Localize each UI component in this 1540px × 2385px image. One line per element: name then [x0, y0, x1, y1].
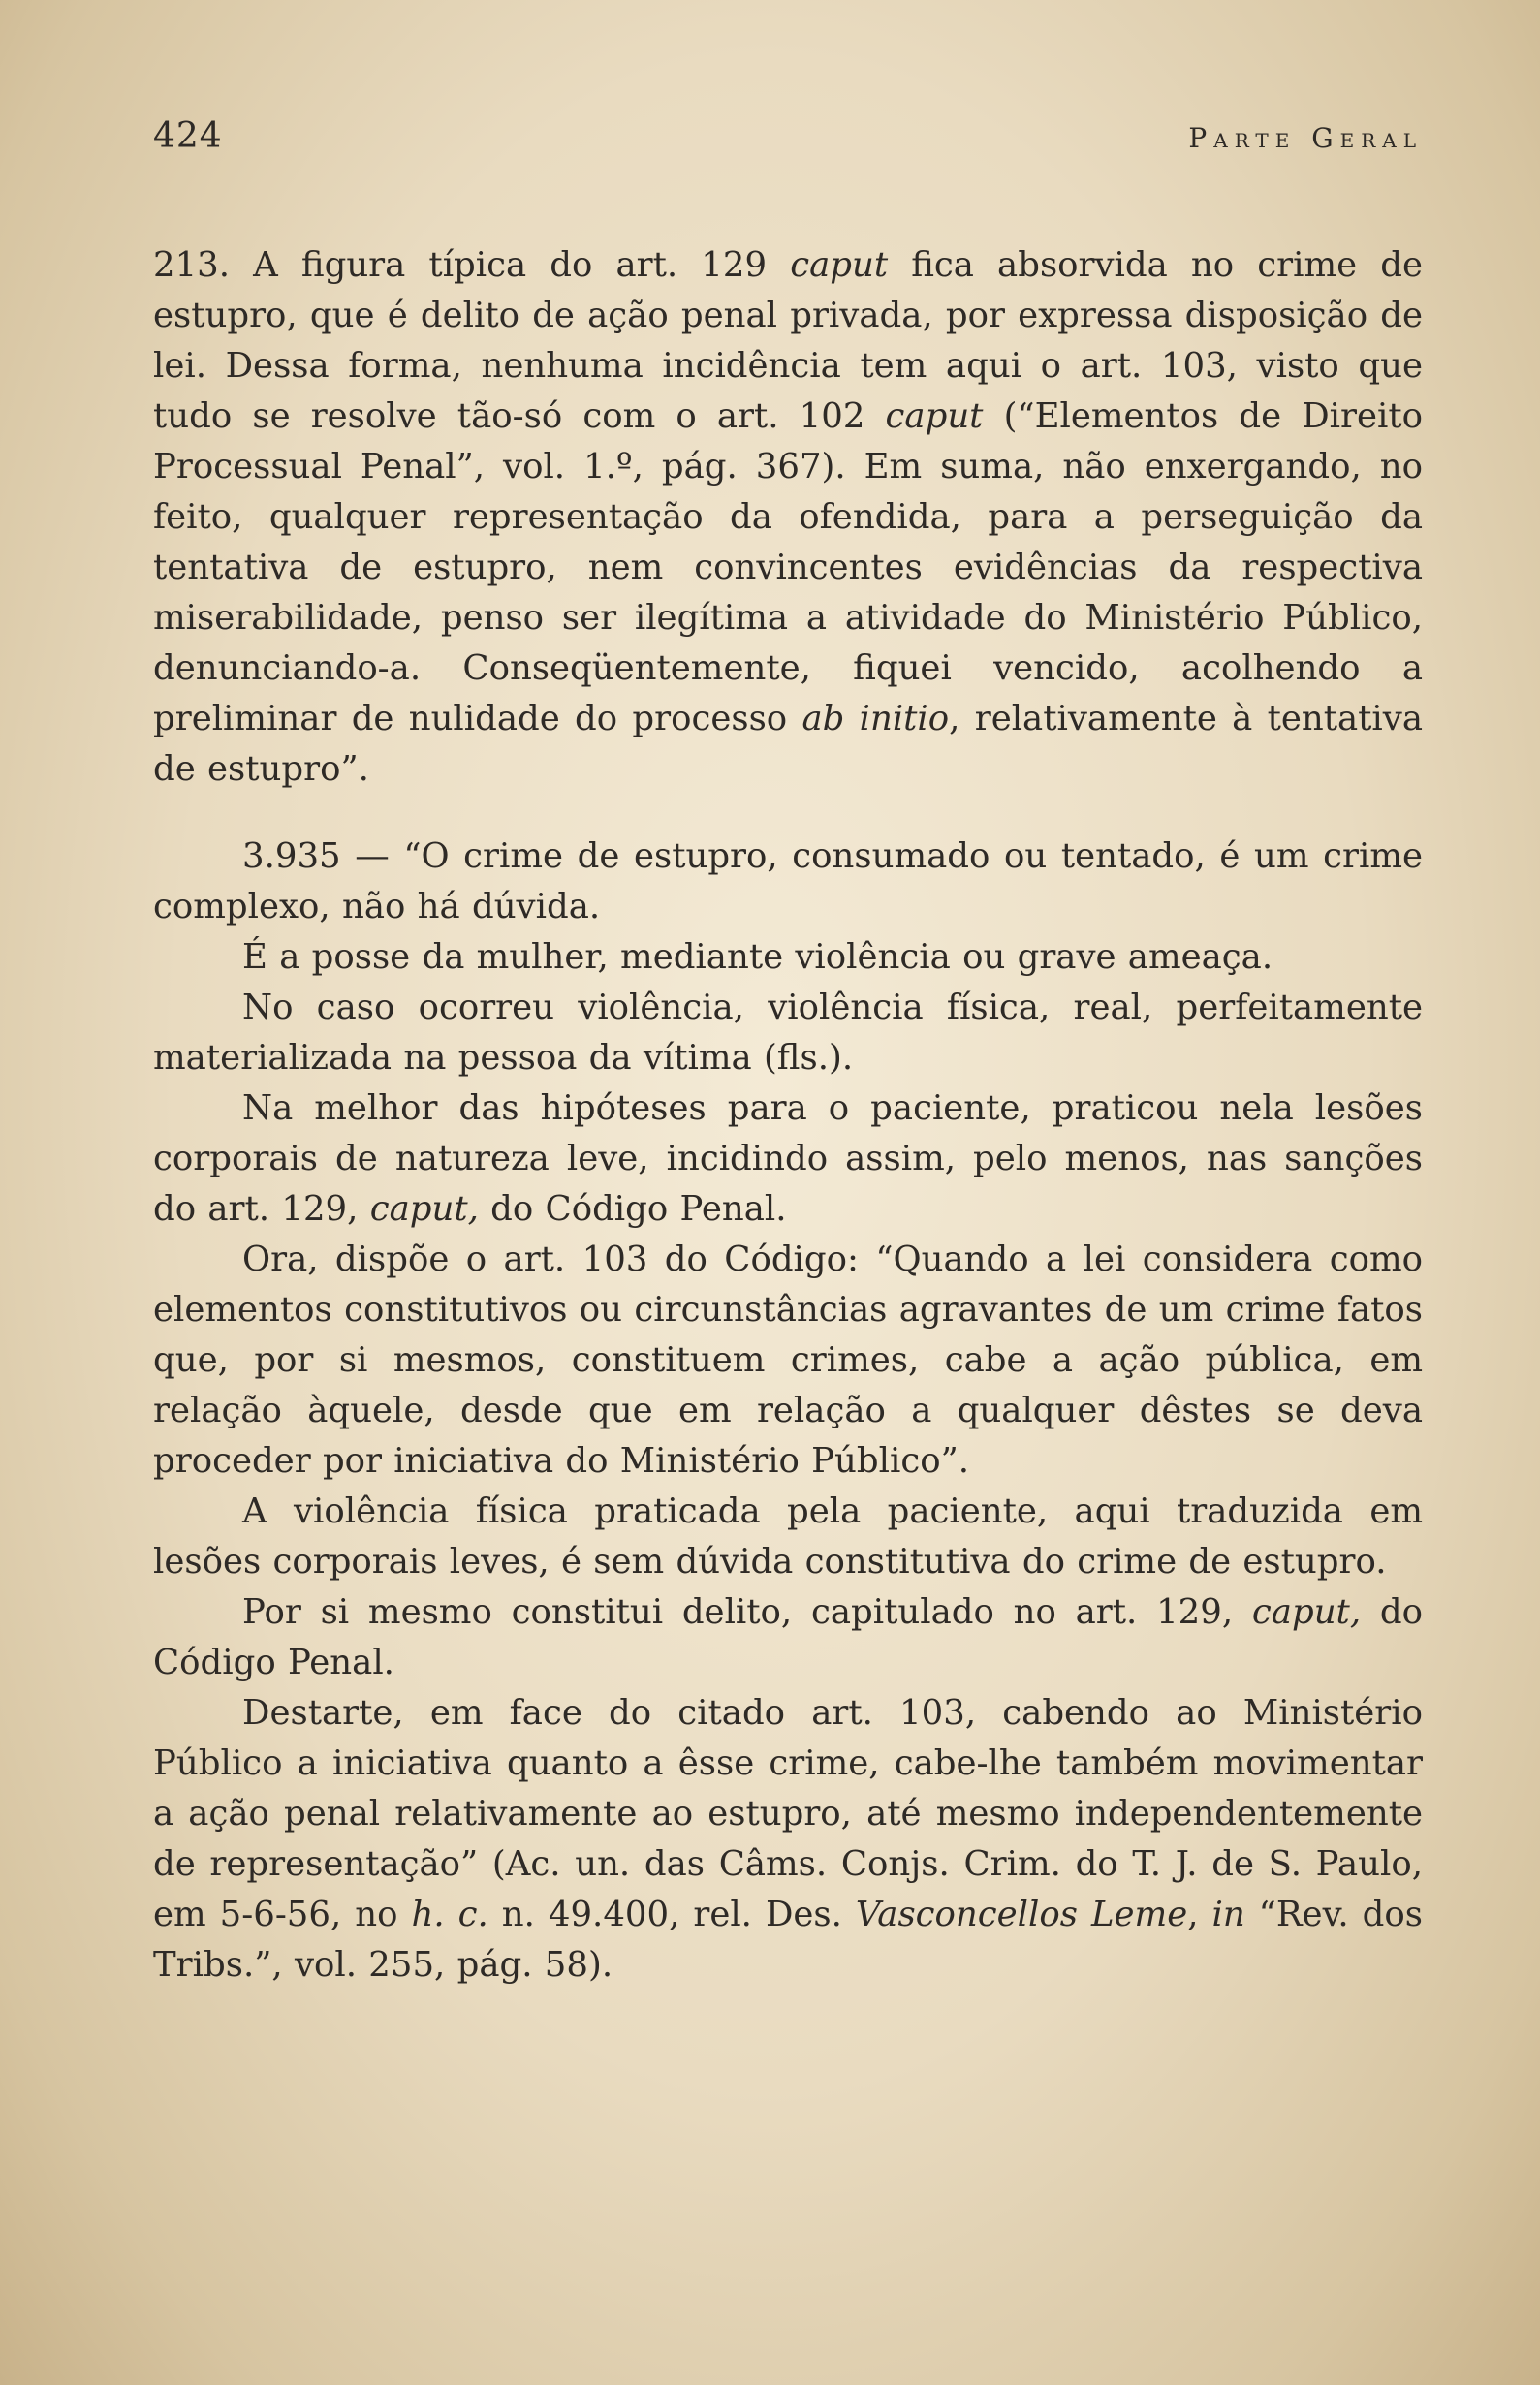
text-run: “Rev. dos Tribs.”, vol. 255, pág. 58). — [153, 1895, 1423, 1985]
text-run: No caso ocorreu violência, violência física, real, perfeitamente materializada na pessoa da vítima (fls.). — [153, 988, 1423, 1078]
text-run: É a posse da mulher, mediante violência ou grave ameaça. — [242, 937, 1273, 977]
paragraph-p7 — [153, 1487, 1423, 1587]
text-run: 3.935 — “O crime de estupro, consumado ou tentado, é um crime complexo, não há dúvida. — [153, 836, 1423, 926]
italic-text: h. c. — [411, 1895, 488, 1934]
text-run: n. 49.400, rel. Des. — [487, 1895, 856, 1934]
text-run: Ora, dispõe o art. 103 do Código: “Quando a lei considera como elementos constitutivos ou circunstâncias agravantes de um crime fatos que, por si mesmos, constituem crimes, cabe a ação pública, em relação àquele, desde que em relação a qualquer dêstes se deva proceder por iniciativa do Ministério Público”. — [153, 1240, 1423, 1481]
body-text — [153, 240, 1423, 1991]
text-run: Na melhor das hipóteses para o paciente, praticou nela lesões corporais de natureza leve, incidindo assim, pelo menos, nas sanções do art. 129, — [153, 1088, 1423, 1229]
paragraph-p6 — [153, 1235, 1423, 1487]
paragraph-p1 — [153, 240, 1423, 795]
italic-text: caput — [790, 245, 889, 285]
running-head-title: Parte Geral — [1188, 122, 1423, 154]
paragraph-p5 — [153, 1083, 1423, 1235]
paragraph-p3 — [153, 932, 1423, 983]
running-head — [153, 116, 1423, 174]
italic-text: ab initio — [801, 699, 950, 738]
italic-text: in — [1211, 1895, 1245, 1934]
italic-text: caput, — [369, 1189, 479, 1229]
text-run: do Código Penal. — [153, 1592, 1423, 1682]
text-run: , relativamente à tentativa de estupro”. — [153, 699, 1423, 789]
text-run: (“Elementos de Direito Processual Penal”, vol. 1.º, pág. 367). Em suma, não enxergando, no feito, qualquer representação da ofendida, para a perseguição da tentativa de estupro, nem convincentes evidências da respectiva miserabilidade, penso ser ilegítima a atividade do Ministério Público, denunciando-a. Conseqüentemente, fiquei vencido, acolhendo a preliminar de nulidade do processo — [153, 396, 1424, 738]
paragraph-p9 — [153, 1688, 1423, 1991]
text-run: fica absorvida no crime de estupro, que é delito de ação penal privada, por expressa disposição de lei. Dessa forma, nenhuma incidência tem aqui o art. 103, visto que tudo se resolve tão-só com o art. 102 — [153, 245, 1423, 436]
paragraph-p2 — [153, 832, 1423, 932]
page — [153, 116, 1423, 1991]
page-number: 424 — [153, 116, 223, 156]
paragraph-p4 — [153, 983, 1423, 1083]
italic-text: caput, — [1251, 1592, 1362, 1632]
text-run: A violência física praticada pela paciente, aqui traduzida em lesões corporais leves, é sem dúvida constitutiva do crime de estupro. — [153, 1491, 1423, 1582]
paragraph-p8 — [153, 1587, 1423, 1688]
italic-text: caput — [885, 396, 984, 436]
text-run: do Código Penal. — [478, 1189, 787, 1229]
text-run: Por si mesmo constitui delito, capitulado no art. 129, — [242, 1592, 1252, 1632]
italic-text: Vasconcellos Leme — [855, 1895, 1188, 1934]
text-run: Destarte, em face do citado art. 103, cabendo ao Ministério Público a iniciativa quanto a êsse crime, cabe-lhe também movimentar a ação penal relativamente ao estupro, até mesmo independentemente de representação” (Ac. un. das Câms. Conjs. Crim. do T. J. de S. Paulo, em 5-6-56, no — [153, 1693, 1423, 1934]
text-run: , — [1187, 1895, 1212, 1934]
paragraph-gap — [153, 795, 1423, 832]
text-run: 213. A figura típica do art. 129 — [153, 245, 791, 285]
